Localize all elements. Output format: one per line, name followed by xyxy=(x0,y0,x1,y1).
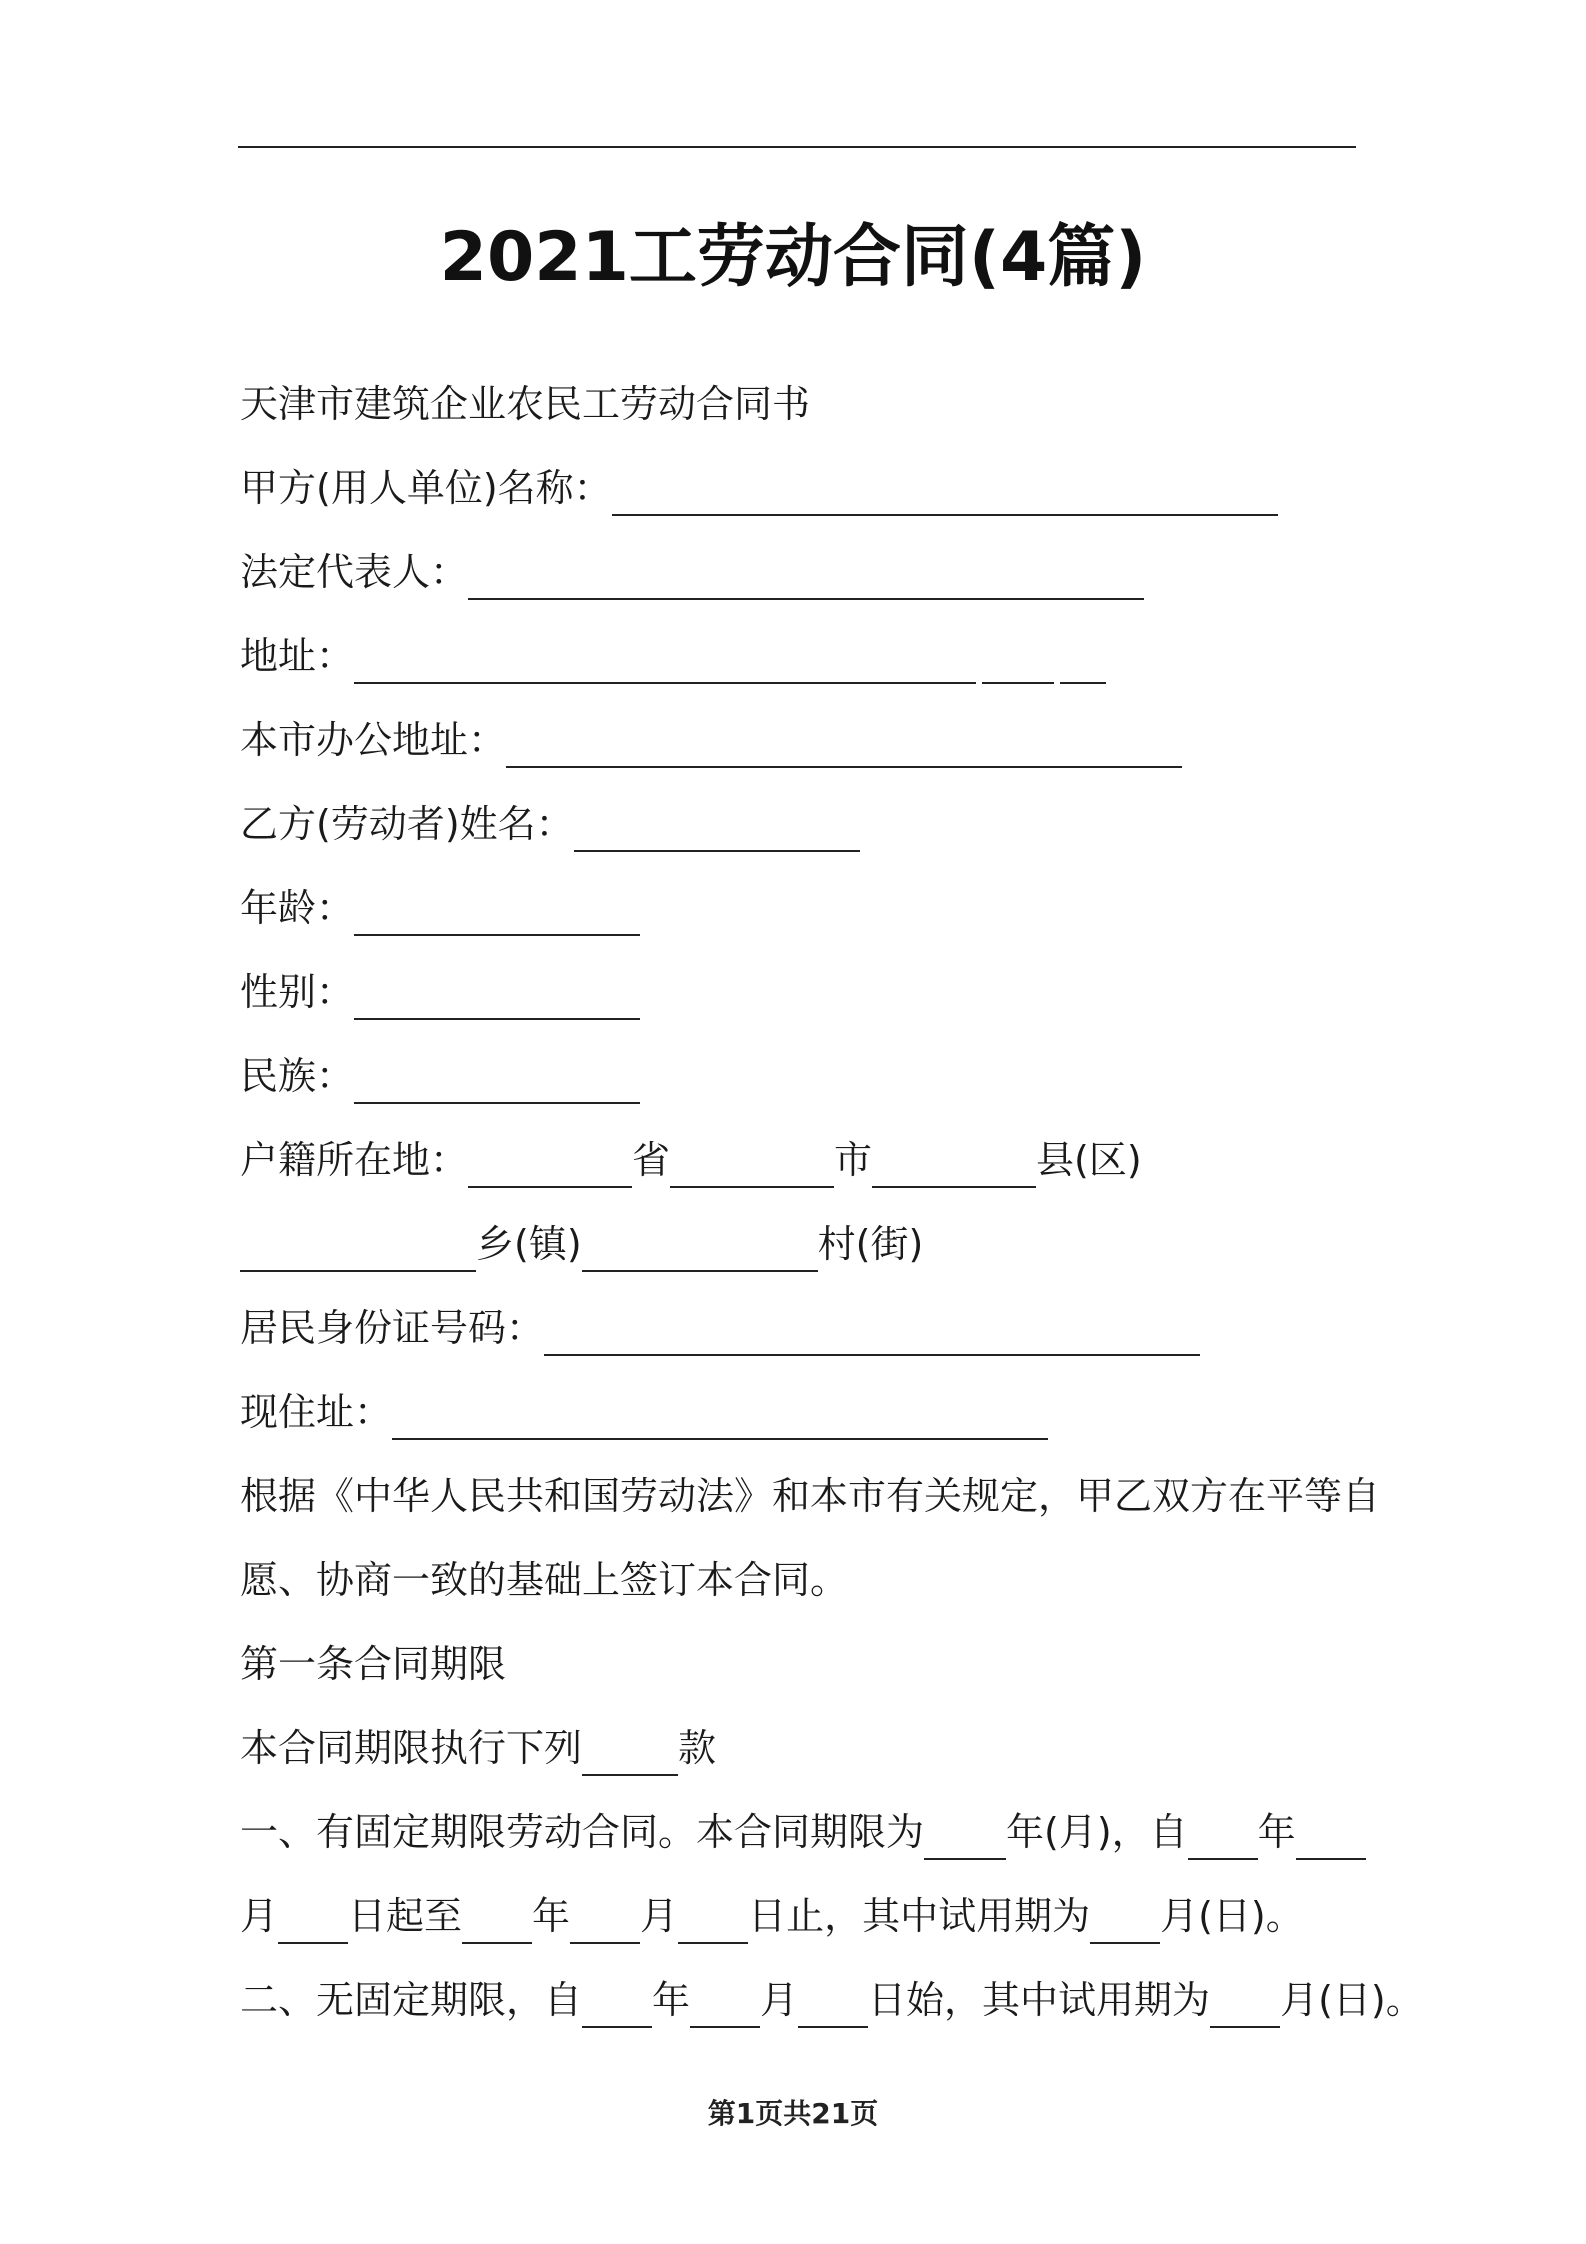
fixed-term-text-f: 年 xyxy=(532,1894,571,1938)
fixed-term-start-day-blank[interactable] xyxy=(278,1902,348,1944)
office-address-row xyxy=(240,712,1182,768)
fixed-term-text-d: 月 xyxy=(240,1894,279,1938)
fixed-term-text-b: 年(月)，自 xyxy=(1006,1810,1188,1854)
article-1-heading-text: 第一条合同期限 xyxy=(240,1642,507,1686)
address-blank-1[interactable] xyxy=(354,642,976,684)
legal-rep-blank[interactable] xyxy=(468,558,1144,600)
term-clause-blank[interactable] xyxy=(582,1734,678,1776)
hukou-label: 户籍所在地： xyxy=(240,1138,469,1182)
fixed-term-row-2 xyxy=(240,1888,1304,1944)
preamble-text-2: 愿、协商一致的基础上签订本合同。 xyxy=(240,1558,849,1602)
term-clause-text-a: 本合同期限执行下列 xyxy=(240,1726,583,1770)
office-address-label: 本市办公地址： xyxy=(240,718,507,762)
address-blank-2[interactable] xyxy=(982,642,1054,684)
age-label: 年龄： xyxy=(240,886,355,930)
fixed-term-end-day-blank[interactable] xyxy=(678,1902,748,1944)
open-term-probation-blank[interactable] xyxy=(1210,1986,1280,2028)
fixed-term-end-year-blank[interactable] xyxy=(462,1902,532,1944)
party-a-name-blank[interactable] xyxy=(612,474,1278,516)
city-label: 市 xyxy=(834,1138,873,1182)
village-label: 村(街) xyxy=(817,1222,924,1266)
province-label: 省 xyxy=(632,1138,671,1182)
party-a-name-label: 甲方(用人单位)名称： xyxy=(240,466,612,510)
party-a-name-row xyxy=(240,460,1278,516)
party-b-name-label: 乙方(劳动者)姓名： xyxy=(240,802,574,846)
id-number-row xyxy=(240,1300,1200,1356)
open-term-text-e: 月(日)。 xyxy=(1280,1978,1424,2022)
fixed-term-text-a: 一、有固定期限劳动合同。本合同期限为 xyxy=(240,1810,925,1854)
open-term-row xyxy=(240,1972,1424,2028)
address-blank-3[interactable] xyxy=(1060,642,1106,684)
fixed-term-probation-blank[interactable] xyxy=(1090,1902,1160,1944)
province-blank[interactable] xyxy=(468,1146,632,1188)
page-number: 第1页共21页 xyxy=(707,2097,879,2130)
term-clause-text-b: 款 xyxy=(678,1726,717,1770)
party-b-name-blank[interactable] xyxy=(574,810,860,852)
id-number-blank[interactable] xyxy=(544,1314,1200,1356)
ethnicity-label: 民族： xyxy=(240,1054,355,1098)
city-blank[interactable] xyxy=(670,1146,834,1188)
article-1-heading xyxy=(240,1636,506,1692)
ethnicity-blank[interactable] xyxy=(354,1062,640,1104)
fixed-term-row-1 xyxy=(240,1804,1366,1860)
fixed-term-years-blank[interactable] xyxy=(924,1818,1006,1860)
preamble-line-2 xyxy=(240,1552,848,1608)
legal-rep-row xyxy=(240,544,1144,600)
term-clause-row xyxy=(240,1720,716,1776)
header-rule xyxy=(238,146,1356,148)
document-title: 2021工劳动合同(4篇) xyxy=(439,218,1147,297)
open-term-text-d: 日始，其中试用期为 xyxy=(868,1978,1211,2022)
gender-blank[interactable] xyxy=(354,978,640,1020)
township-label: 乡(镇) xyxy=(476,1222,582,1266)
hukou-row xyxy=(240,1132,1142,1188)
ethnicity-row xyxy=(240,1048,640,1104)
age-blank[interactable] xyxy=(354,894,640,936)
fixed-term-text-e: 日起至 xyxy=(348,1894,463,1938)
fixed-term-text-g: 月 xyxy=(640,1894,679,1938)
gender-label: 性别： xyxy=(240,970,355,1014)
id-number-label: 居民身份证号码： xyxy=(240,1306,545,1350)
fixed-term-text-i: 月(日)。 xyxy=(1160,1894,1304,1938)
fixed-term-end-month-blank[interactable] xyxy=(570,1902,640,1944)
gender-row xyxy=(240,964,640,1020)
age-row xyxy=(240,880,640,936)
open-term-year-blank[interactable] xyxy=(582,1986,652,2028)
hukou-row-2 xyxy=(240,1216,923,1272)
open-term-text-a: 二、无固定期限，自 xyxy=(240,1978,583,2022)
party-b-name-row xyxy=(240,796,860,852)
contract-subtitle-text: 天津市建筑企业农民工劳动合同书 xyxy=(240,382,811,426)
current-address-row xyxy=(240,1384,1048,1440)
fixed-term-start-month-blank[interactable] xyxy=(1296,1818,1366,1860)
open-term-month-blank[interactable] xyxy=(690,1986,760,2028)
preamble-text-1: 根据《中华人民共和国劳动法》和本市有关规定，甲乙双方在平等自 xyxy=(240,1474,1381,1518)
fixed-term-text-c: 年 xyxy=(1257,1810,1296,1854)
open-term-text-b: 年 xyxy=(652,1978,691,2022)
township-blank[interactable] xyxy=(240,1230,476,1272)
county-label: 县(区) xyxy=(1036,1138,1142,1182)
address-label: 地址： xyxy=(240,634,355,678)
fixed-term-start-year-blank[interactable] xyxy=(1188,1818,1258,1860)
contract-subtitle xyxy=(240,376,810,432)
open-term-text-c: 月 xyxy=(760,1978,799,2022)
address-row xyxy=(240,628,1106,684)
preamble-line-1 xyxy=(240,1468,1380,1524)
office-address-blank[interactable] xyxy=(506,726,1182,768)
village-blank[interactable] xyxy=(582,1230,818,1272)
current-address-blank[interactable] xyxy=(392,1398,1048,1440)
open-term-day-blank[interactable] xyxy=(798,1986,868,2028)
current-address-label: 现住址： xyxy=(240,1390,393,1434)
county-blank[interactable] xyxy=(872,1146,1036,1188)
fixed-term-text-h: 日止，其中试用期为 xyxy=(748,1894,1091,1938)
legal-rep-label: 法定代表人： xyxy=(240,550,469,594)
